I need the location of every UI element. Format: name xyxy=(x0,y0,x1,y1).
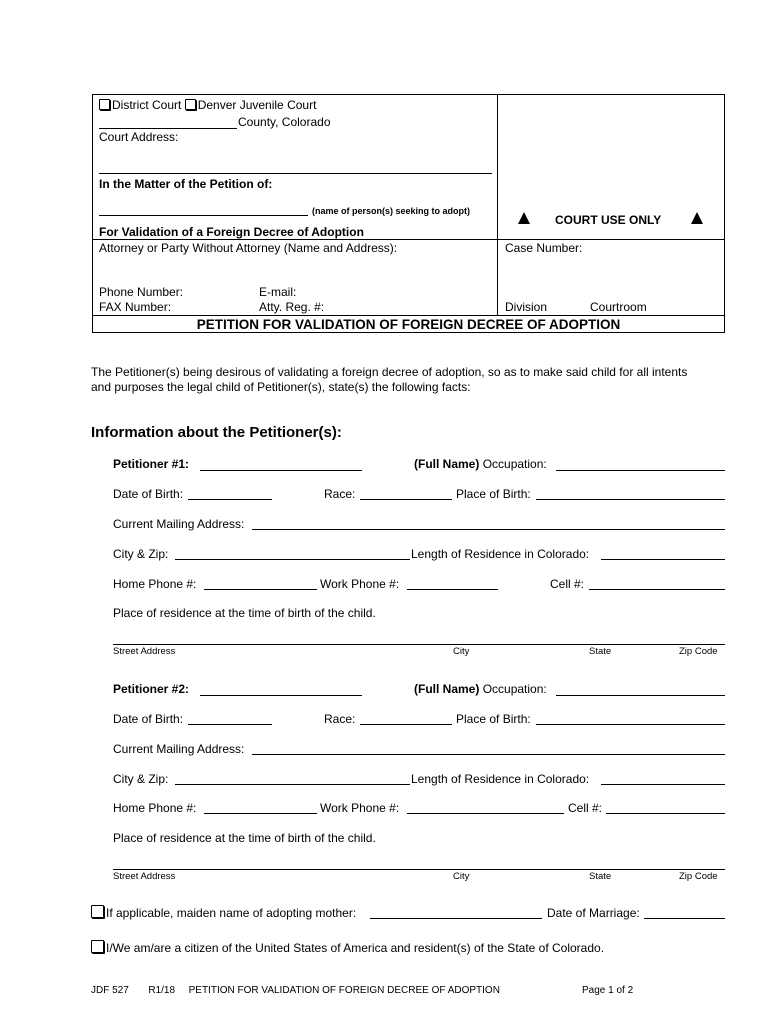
phone-label: Phone Number: xyxy=(99,285,184,299)
residence-length-label: Length of Residence in Colorado: xyxy=(411,547,590,561)
date-of-marriage-label: Date of Marriage: xyxy=(547,906,640,920)
citizen-label: I/We am/are a citizen of the United States of America and resident(s) of the State of Colorado. xyxy=(106,941,605,955)
atty-reg-label: Atty. Reg. #: xyxy=(259,300,325,314)
cell-label: Cell #: xyxy=(550,577,585,591)
residence-length-label: Length of Residence in Colorado: xyxy=(411,772,590,786)
petitioner2-cell-field[interactable] xyxy=(606,813,725,814)
petitioner2-name-field[interactable] xyxy=(200,695,362,696)
street-address-caption: Street Address xyxy=(113,871,176,882)
race-label: Race: xyxy=(324,712,356,726)
petitioner2-work-phone-field[interactable] xyxy=(407,813,564,814)
section-heading: Information about the Petitioner(s): xyxy=(91,424,342,441)
caption-divider xyxy=(497,94,498,315)
race-label: Race: xyxy=(324,487,356,501)
denver-juvenile-court-checkbox[interactable] xyxy=(185,99,196,110)
case-number-label: Case Number: xyxy=(505,241,583,255)
petitioner2-residence-length-field[interactable] xyxy=(601,784,725,785)
petitioner1-residence-address-field[interactable] xyxy=(113,644,725,645)
city-zip-label: City & Zip: xyxy=(113,547,169,561)
triangle-up-icon xyxy=(691,212,703,224)
district-court-checkbox[interactable] xyxy=(99,99,110,110)
petitioner1-occupation-field[interactable] xyxy=(556,470,725,471)
residence-at-birth-label: Place of residence at the time of birth of the child. xyxy=(113,606,376,620)
intro-line-1: The Petitioner(s) being desirous of validating a foreign decree of adoption, so as to make said child for all intents xyxy=(91,365,688,379)
city-caption: City xyxy=(453,646,470,657)
dob-label: Date of Birth: xyxy=(113,712,184,726)
petitioner1-work-phone-field[interactable] xyxy=(407,589,498,590)
petitioner1-home-phone-field[interactable] xyxy=(204,589,317,590)
citizen-checkbox[interactable] xyxy=(91,940,104,953)
petitioner2-label: Petitioner #2: xyxy=(113,682,190,696)
place-of-birth-label: Place of Birth: xyxy=(456,487,531,501)
court-use-only-label: COURT USE ONLY xyxy=(555,213,662,227)
courtroom-label: Courtroom xyxy=(590,300,647,314)
citizen-row xyxy=(91,940,604,955)
petitioner2-mailing-field[interactable] xyxy=(252,754,725,755)
zip-caption: Zip Code xyxy=(679,646,718,657)
email-label: E-mail: xyxy=(259,285,297,299)
maiden-name-label: If applicable, maiden name of adopting mother: xyxy=(106,906,357,920)
court-type-row: District Court Denver Juvenile Court xyxy=(99,98,316,112)
petitioner1-race-field[interactable] xyxy=(360,499,452,500)
form-revision: R1/18 xyxy=(148,985,176,996)
city-caption: City xyxy=(453,871,470,882)
petitioner2-city-zip-field[interactable] xyxy=(175,784,410,785)
petitioner2-home-phone-field[interactable] xyxy=(204,813,317,814)
name-hint: (name of person(s) seeking to adopt) xyxy=(312,206,471,216)
page-title: PETITION FOR VALIDATION OF FOREIGN DECREE OF ADOPTION xyxy=(196,317,621,332)
date-of-marriage-field[interactable] xyxy=(644,918,725,919)
dob-label: Date of Birth: xyxy=(113,487,184,501)
petitioner2-place-of-birth-field[interactable] xyxy=(536,724,725,725)
form-id: JDF 527 xyxy=(91,985,129,996)
court-address-field[interactable] xyxy=(99,173,492,174)
division-label: Division xyxy=(505,300,548,314)
state-caption: State xyxy=(589,871,612,882)
work-phone-label: Work Phone #: xyxy=(320,801,400,815)
zip-caption: Zip Code xyxy=(679,871,718,882)
occupation-label: Occupation: xyxy=(482,457,547,471)
intro-line-2: and purposes the legal child of Petitioner(s), state(s) the following facts: xyxy=(91,380,471,394)
maiden-name-field[interactable] xyxy=(370,918,542,919)
cell-label: Cell #: xyxy=(568,801,603,815)
petitioner1-mailing-field[interactable] xyxy=(252,529,725,530)
full-name-label: (Full Name) xyxy=(414,682,480,696)
petitioner1-dob-field[interactable] xyxy=(188,499,272,500)
page-number: Page 1 of 2 xyxy=(582,985,634,996)
petitioner-name-field[interactable] xyxy=(99,215,308,216)
petitioner2-race-field[interactable] xyxy=(360,724,452,725)
city-zip-label: City & Zip: xyxy=(113,772,169,786)
full-name-label: (Full Name) xyxy=(414,457,480,471)
for-validation-label: For Validation of a Foreign Decree of Adoption xyxy=(99,225,364,239)
petitioner1-cell-field[interactable] xyxy=(589,589,725,590)
county-label: County, Colorado xyxy=(238,115,331,129)
petitioner1-name-field[interactable] xyxy=(200,470,362,471)
petitioner2-residence-address-field[interactable] xyxy=(113,869,725,870)
maiden-name-row xyxy=(91,905,356,920)
caption-hline xyxy=(92,239,725,240)
mailing-label: Current Mailing Address: xyxy=(113,517,245,531)
triangle-up-icon xyxy=(518,212,530,224)
footer-form-title: PETITION FOR VALIDATION OF FOREIGN DECREE OF ADOPTION xyxy=(188,985,500,996)
maiden-name-checkbox[interactable] xyxy=(91,905,104,918)
residence-at-birth-label: Place of residence at the time of birth of the child. xyxy=(113,831,376,845)
petitioner1-residence-length-field[interactable] xyxy=(601,559,725,560)
street-address-caption: Street Address xyxy=(113,646,176,657)
mailing-label: Current Mailing Address: xyxy=(113,742,245,756)
state-caption: State xyxy=(589,646,612,657)
petitioner1-place-of-birth-field[interactable] xyxy=(536,499,725,500)
caption-hline xyxy=(92,315,725,316)
attorney-label: Attorney or Party Without Attorney (Name and Address): xyxy=(99,241,398,255)
occupation-label: Occupation: xyxy=(482,682,547,696)
fax-label: FAX Number: xyxy=(99,300,172,314)
petitioner2-dob-field[interactable] xyxy=(188,724,272,725)
petitioner1-city-zip-field[interactable] xyxy=(175,559,410,560)
county-field[interactable] xyxy=(99,128,237,129)
petitioner1-label: Petitioner #1: xyxy=(113,457,190,471)
petitioner2-occupation-field[interactable] xyxy=(556,695,725,696)
home-phone-label: Home Phone #: xyxy=(113,577,197,591)
place-of-birth-label: Place of Birth: xyxy=(456,712,531,726)
home-phone-label: Home Phone #: xyxy=(113,801,197,815)
in-the-matter-label: In the Matter of the Petition of: xyxy=(99,177,273,191)
court-address-label: Court Address: xyxy=(99,130,179,144)
footer xyxy=(91,985,500,996)
work-phone-label: Work Phone #: xyxy=(320,577,400,591)
